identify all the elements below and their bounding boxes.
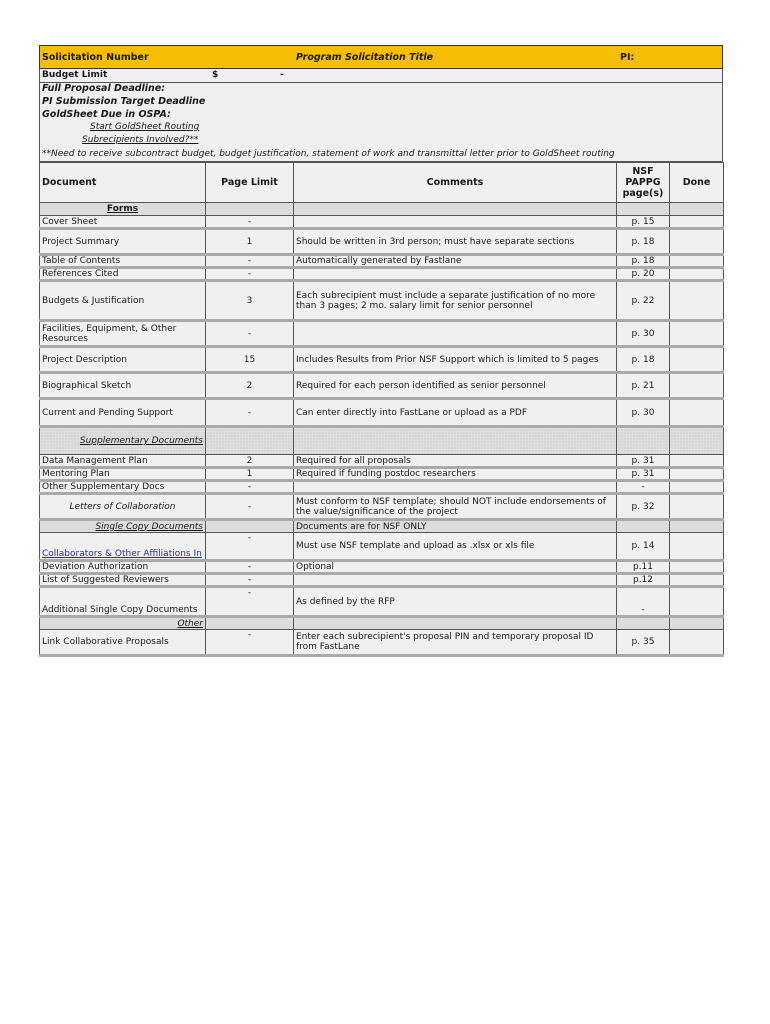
program-title-label: Program Solicitation Title [296,52,434,63]
checklist-sheet [39,45,723,657]
table-row [40,347,724,373]
page-limit-cell: - [206,216,294,229]
pappg-page-cell: p. 18 [617,347,670,373]
page-limit-cell: - [206,587,294,617]
done-checkbox-cell[interactable] [670,399,724,427]
pappg-page-cell: - [617,587,670,617]
done-checkbox-cell[interactable] [670,587,724,617]
pappg-page-cell: - [617,481,670,494]
section-single-copy-label: Single Copy Documents [40,520,206,533]
page-limit-cell: - [206,574,294,587]
comment-cell [294,321,617,347]
done-checkbox-cell[interactable] [670,494,724,520]
table-row [40,481,724,494]
done-checkbox-cell[interactable] [670,630,724,656]
page-limit-cell: - [206,494,294,520]
comment-cell [294,268,617,281]
pappg-page-cell: p. 35 [617,630,670,656]
section-other-label: Other [40,617,206,630]
done-checkbox-cell[interactable] [670,281,724,321]
table-row [40,373,724,399]
single-copy-comment: Documents are for NSF ONLY [294,520,617,533]
checklist-table [39,162,724,657]
done-checkbox-cell[interactable] [670,216,724,229]
budget-row [39,69,723,83]
pappg-page-cell: p. 18 [617,255,670,268]
document-cell: Table of Contents [40,255,206,268]
pappg-page-cell: p. 15 [617,216,670,229]
page-limit-cell: - [206,481,294,494]
section-supplementary-label: Supplementary Documents [40,427,206,455]
start-routing-link[interactable]: Start GoldSheet Routing [90,122,200,132]
pi-label: PI: [620,52,635,63]
col-pappg: NSF PAPPG page(s) [617,163,670,203]
comment-cell: Includes Results from Prior NSF Support which is limited to 5 pages [294,347,617,373]
done-checkbox-cell[interactable] [670,229,724,255]
pappg-page-cell: p.12 [617,574,670,587]
pappg-page-cell: p. 14 [617,533,670,561]
collaborators-link[interactable]: Collaborators & Other Affiliations In [42,549,202,559]
page-limit-cell: - [206,561,294,574]
table-row [40,574,724,587]
comment-cell: Each subrecipient must include a separate justification of no more than 3 pages; 2 mo. salary limit for senior personnel [294,281,617,321]
table-row [40,255,724,268]
deadline-info [39,83,723,162]
document-cell: Project Summary [40,229,206,255]
comment-cell: Optional [294,561,617,574]
done-checkbox-cell[interactable] [670,455,724,468]
table-row [40,533,724,561]
col-comments: Comments [294,163,617,203]
page-limit-cell: 2 [206,373,294,399]
done-checkbox-cell[interactable] [670,561,724,574]
pappg-page-cell: p. 21 [617,373,670,399]
page-limit-cell: - [206,255,294,268]
table-row [40,494,724,520]
done-checkbox-cell[interactable] [670,533,724,561]
pi-target-label: PI Submission Target Deadline [42,96,206,107]
col-page-limit: Page Limit [206,163,294,203]
subcontract-note: **Need to receive subcontract budget, budget justification, statement of work and transmittal letter prior to GoldSheet routing [42,149,615,159]
table-row [40,321,724,347]
done-checkbox-cell[interactable] [670,255,724,268]
pappg-page-cell: p. 31 [617,455,670,468]
comment-cell [294,574,617,587]
document-cell: Current and Pending Support [40,399,206,427]
budget-label: Budget Limit [42,70,108,80]
page-limit-cell: - [206,630,294,656]
document-cell: Biographical Sketch [40,373,206,399]
done-checkbox-cell[interactable] [670,268,724,281]
page-limit-cell: 15 [206,347,294,373]
section-supplementary [40,427,724,455]
pappg-page-cell: p.11 [617,561,670,574]
comment-cell: Should be written in 3rd person; must have separate sections [294,229,617,255]
comment-cell: Can enter directly into FastLane or upload as a PDF [294,399,617,427]
done-checkbox-cell[interactable] [670,468,724,481]
pappg-page-cell: p. 30 [617,321,670,347]
table-row [40,281,724,321]
col-done: Done [670,163,724,203]
pappg-page-cell: p. 31 [617,468,670,481]
comment-cell: Enter each subrecipient's proposal PIN and temporary proposal ID from FastLane [294,630,617,656]
page-limit-cell: - [206,399,294,427]
table-row [40,268,724,281]
comment-cell: Automatically generated by Fastlane [294,255,617,268]
comment-cell: Must use NSF template and upload as .xlsx or xls file [294,533,617,561]
document-cell: Letters of Collaboration [40,494,206,520]
document-cell: Cover Sheet [40,216,206,229]
table-row [40,587,724,617]
comment-cell [294,481,617,494]
done-checkbox-cell[interactable] [670,321,724,347]
document-cell: Link Collaborative Proposals [40,630,206,656]
document-cell: References Cited [40,268,206,281]
document-cell [40,533,206,561]
comment-cell: Required for all proposals [294,455,617,468]
col-document: Document [40,163,206,203]
table-row [40,561,724,574]
comment-cell [294,216,617,229]
page-limit-cell: - [206,268,294,281]
table-row [40,229,724,255]
comment-cell: Must conform to NSF template; should NOT include endorsements of the value/significance of the project [294,494,617,520]
budget-currency: $ [212,70,219,80]
pappg-page-cell: p. 32 [617,494,670,520]
table-header-row [40,163,724,203]
comment-cell: As defined by the RFP [294,587,617,617]
done-checkbox-cell[interactable] [670,481,724,494]
comment-cell: Required if funding postdoc researchers [294,468,617,481]
header-bar [39,45,723,69]
page-limit-cell: 2 [206,455,294,468]
solicitation-number-label: Solicitation Number [42,52,149,63]
pappg-page-cell: p. 30 [617,399,670,427]
budget-value: - [280,70,284,80]
document-cell: Facilities, Equipment, & Other Resources [40,321,206,347]
subrecipients-link[interactable]: Subrecipients Involved?** [82,135,199,145]
document-cell: Mentoring Plan [40,468,206,481]
table-row [40,630,724,656]
document-cell: Budgets & Justification [40,281,206,321]
done-checkbox-cell[interactable] [670,373,724,399]
table-row [40,399,724,427]
document-cell: List of Suggested Reviewers [40,574,206,587]
comment-cell: Required for each person identified as senior personnel [294,373,617,399]
page-limit-cell: - [206,321,294,347]
section-forms [40,203,724,216]
page-limit-cell: 1 [206,468,294,481]
table-row [40,455,724,468]
document-cell: Other Supplementary Docs [40,481,206,494]
document-cell: Additional Single Copy Documents [40,587,206,617]
page-limit-cell: 3 [206,281,294,321]
document-cell: Project Description [40,347,206,373]
pappg-page-cell: p. 18 [617,229,670,255]
full-deadline-label: Full Proposal Deadline: [42,83,166,94]
section-single-copy [40,520,724,533]
table-row [40,468,724,481]
page-limit-cell: 1 [206,229,294,255]
done-checkbox-cell[interactable] [670,574,724,587]
document-cell: Deviation Authorization [40,561,206,574]
document-cell: Data Management Plan [40,455,206,468]
page-limit-cell: - [206,533,294,561]
section-forms-label: Forms [40,203,206,216]
goldsheet-due-label: GoldSheet Due in OSPA: [42,109,171,120]
pappg-page-cell: p. 22 [617,281,670,321]
table-row [40,216,724,229]
section-other [40,617,724,630]
pappg-page-cell: p. 20 [617,268,670,281]
done-checkbox-cell[interactable] [670,347,724,373]
